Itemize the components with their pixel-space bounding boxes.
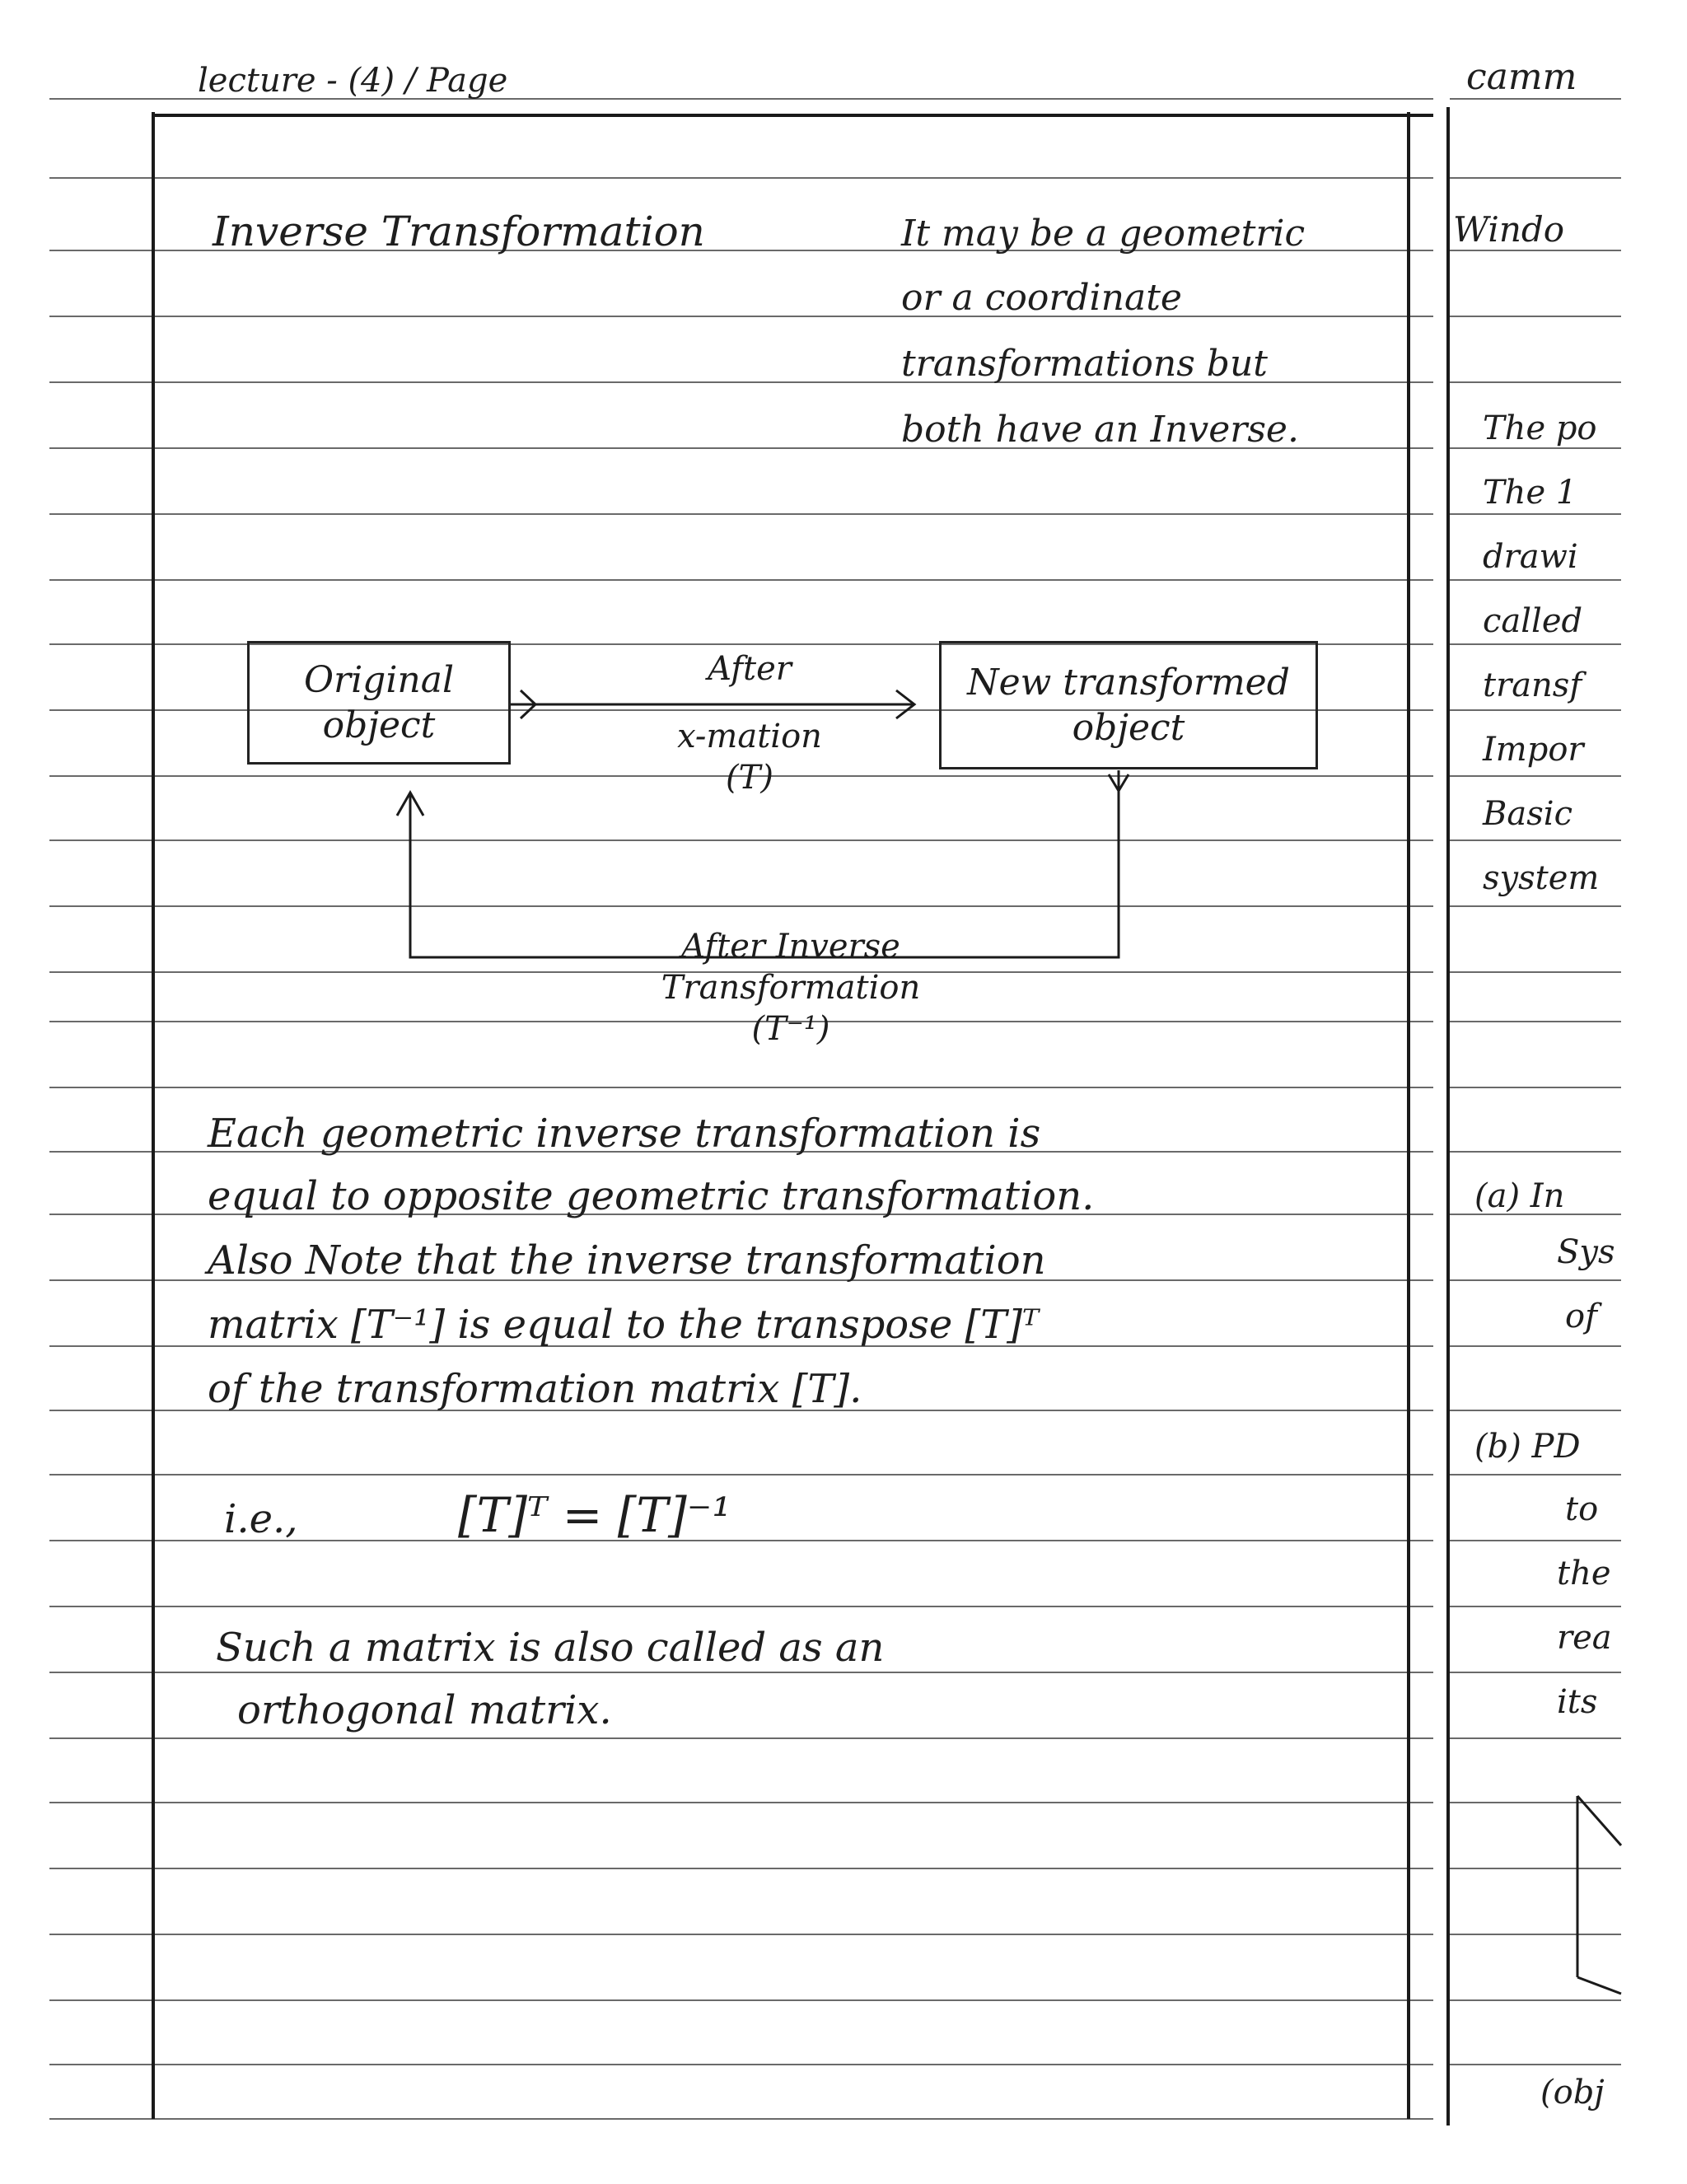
inverse-transform-label-3: (T⁻¹) — [751, 1010, 830, 1048]
orthogonal-equation: [T]ᵀ = [T]⁻¹ — [458, 1487, 731, 1543]
right-margin-word: Sys — [1557, 1233, 1615, 1271]
right-margin-word: called — [1483, 602, 1583, 640]
right-margin-word: system — [1483, 859, 1600, 897]
lecture-reference: lecture - (4) / Page — [198, 62, 508, 100]
definition-line-1: It may be a geometric — [901, 213, 1306, 255]
right-margin-word: The po — [1483, 409, 1597, 447]
definition-line-4: both have an Inverse. — [901, 409, 1299, 451]
forward-transform-label-top: After — [708, 650, 792, 688]
definition-line-3: transformations but — [901, 343, 1268, 385]
definition-term: Inverse Transformation — [213, 208, 705, 255]
right-margin-word: (obj — [1540, 2074, 1605, 2112]
right-margin-word: the — [1557, 1555, 1611, 1592]
right-column-header: camm — [1466, 56, 1577, 98]
right-margin-word: drawi — [1483, 538, 1578, 576]
new-object-label-1: New transformed — [967, 662, 1290, 704]
forward-transform-label-bottom: (T) — [726, 759, 773, 797]
right-margin-word: The 1 — [1483, 474, 1577, 512]
right-margin-word: to — [1565, 1490, 1599, 1528]
right-margin-word: transf — [1483, 666, 1582, 704]
paragraph-line-4: matrix [T⁻¹] is equal to the transpose [T]ᵀ — [208, 1302, 1040, 1348]
original-object-label-2: object — [322, 704, 436, 746]
closing-line-2: orthogonal matrix. — [237, 1687, 612, 1733]
right-margin-word: rea — [1557, 1619, 1612, 1657]
right-margin-word: its — [1557, 1683, 1598, 1721]
new-object-label-2: object — [1072, 707, 1185, 749]
inverse-transform-label-2: Transformation — [661, 969, 921, 1007]
original-object-box — [247, 641, 511, 765]
new-transformed-object-box — [939, 641, 1318, 769]
right-margin-word: Impor — [1483, 731, 1584, 769]
closing-line-1: Such a matrix is also called as an — [216, 1625, 885, 1671]
paragraph-line-2: equal to opposite geometric transformation. — [208, 1173, 1095, 1219]
right-margin-word: Basic — [1483, 795, 1573, 833]
paragraph-line-5: of the transformation matrix [T]. — [208, 1366, 862, 1412]
equation-prefix: i.e., — [224, 1496, 298, 1542]
right-margin-word: (b) PD — [1474, 1428, 1581, 1466]
original-object-label-1: Original — [303, 659, 455, 701]
inverse-transform-label-1: After Inverse — [681, 928, 900, 966]
right-margin-word: Windo — [1453, 209, 1565, 250]
forward-transform-label-middle: x-mation — [677, 718, 822, 755]
paragraph-line-1: Each geometric inverse transformation is — [208, 1111, 1041, 1157]
paragraph-line-3: Also Note that the inverse transformation — [208, 1237, 1046, 1284]
definition-line-2: or a coordinate — [901, 277, 1182, 319]
right-margin-word: of — [1565, 1298, 1597, 1335]
right-margin-word: (a) In — [1474, 1177, 1565, 1215]
